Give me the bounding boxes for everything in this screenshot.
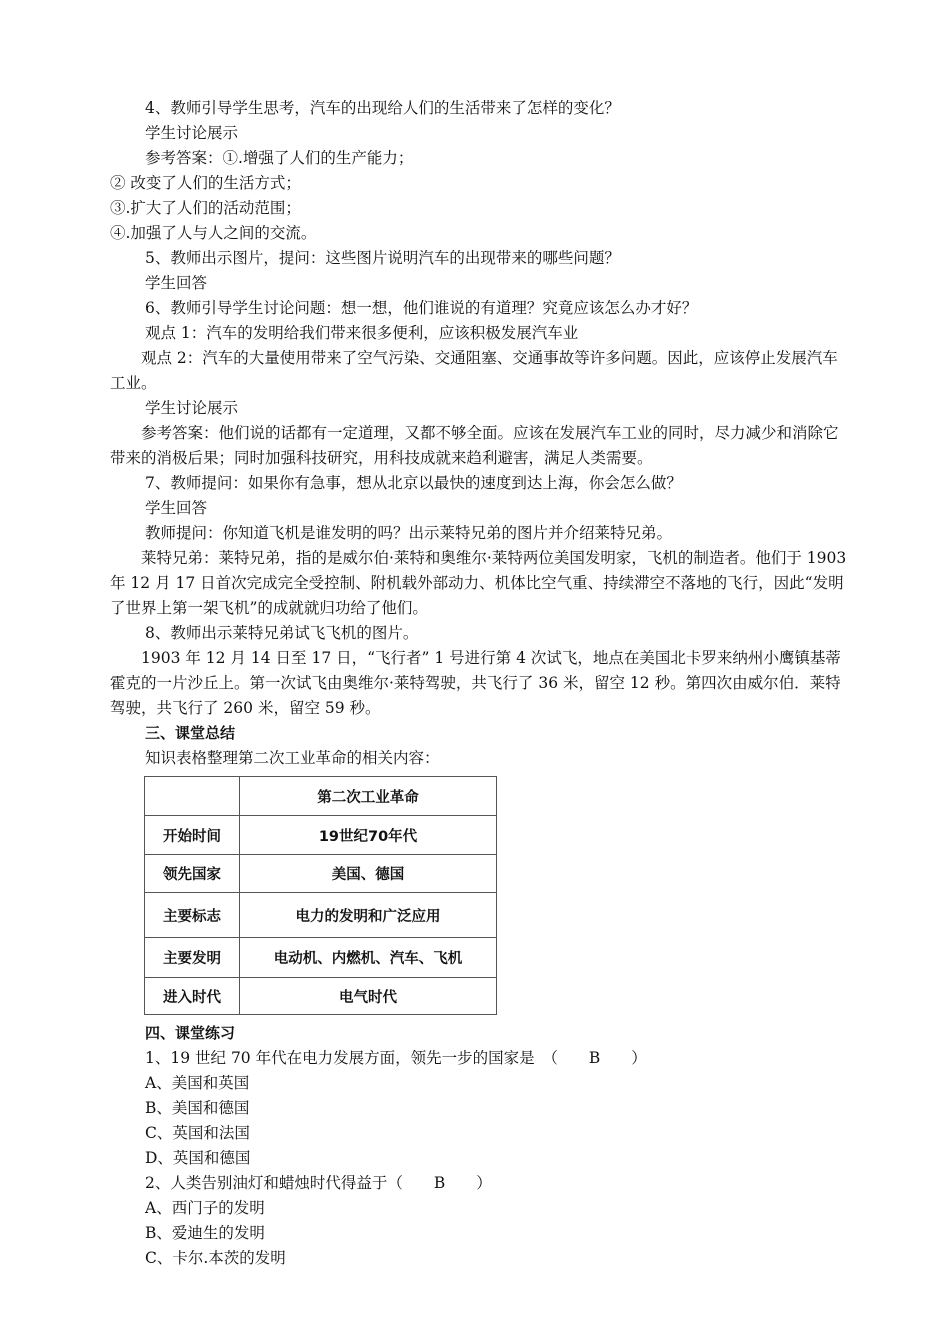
paragraph-q6: 6、教师引导学生讨论问题：想一想，他们谁说的有道理？究竟应该怎么办才好？	[145, 299, 698, 317]
table-row-value: 电气时代	[240, 978, 497, 1015]
question-1: 1、19 世纪 70 年代在电力发展方面，领先一步的国家是 （ B ）	[145, 1049, 647, 1067]
table-row-value: 电动机、内燃机、汽车、飞机	[240, 938, 497, 978]
paragraph-viewpoint-2: 观点 2：汽车的大量使用带来了空气污染、交通阻塞、交通事故等许多问题。因此，应该停止发展汽车工业。	[110, 349, 838, 392]
paragraph-flight-test: 1903 年 12 月 14 日至 17 日，“飞行者” 1 号进行第 4 次试飞，地点在美国北卡罗来纳州小鹰镇基蒂霍克的一片沙丘上。第一次试飞由奥维尔·莱特驾驶，共飞行了 36 米，留空 12 秒。第四次由威尔伯．莱特驾驶，共飞行了 260 米，留空 59 秒。	[110, 649, 841, 717]
table-row	[145, 978, 497, 1015]
section-heading-summary: 三、课堂总结	[145, 724, 236, 742]
paragraph-answer-4: ④.加强了人与人之间的交流。	[110, 224, 317, 242]
question-1-option-d: D、英国和德国	[145, 1149, 251, 1167]
paragraph-q8: 8、教师出示莱特兄弟试飞飞机的图片。	[145, 624, 419, 642]
knowledge-table	[144, 776, 497, 1015]
paragraph-answer-2: ② 改变了人们的生活方式；	[110, 174, 301, 192]
question-2-option-b: B、爱迪生的发明	[145, 1224, 265, 1242]
paragraph-viewpoint-1: 观点 1：汽车的发明给我们带来很多便利，应该积极发展汽车业	[145, 324, 579, 342]
table-row	[145, 938, 497, 978]
question-2-option-c: C、卡尔.本茨的发明	[145, 1249, 286, 1267]
paragraph-reference-answer: 参考答案：他们说的话都有一定道理，又都不够全面。应该在发展汽车工业的同时，尽力减少和消除它带来的消极后果；同时加强科技研究，用科技成就来趋利避害，满足人类需要。	[110, 424, 839, 467]
paragraph-discussion-2: 学生讨论展示	[145, 399, 239, 417]
paragraph-q4: 4、教师引导学生思考，汽车的出现给人们的生活带来了怎样的变化？	[145, 99, 620, 117]
paragraph-teacher-question: 教师提问：你知道飞机是谁发明的吗？出示莱特兄弟的图片并介绍莱特兄弟。	[145, 524, 673, 542]
table-row	[145, 855, 497, 893]
paragraph-student-answer-2: 学生回答	[145, 499, 208, 517]
paragraph-q7: 7、教师提问：如果你有急事，想从北京以最快的速度到达上海，你会怎么做？	[145, 474, 682, 492]
table-row-label: 开始时间	[145, 816, 240, 855]
table-row-label: 主要标志	[145, 893, 240, 938]
table-row-value: 19世纪70年代	[240, 816, 497, 855]
question-1-option-c: C、英国和法国	[145, 1124, 250, 1142]
table-row-label: 进入时代	[145, 978, 240, 1015]
question-2-option-a: A、西门子的发明	[145, 1199, 265, 1217]
section-heading-exercise: 四、课堂练习	[145, 1024, 236, 1042]
table-header-row	[145, 777, 497, 816]
table-row	[145, 893, 497, 938]
table-header-cell: 第二次工业革命	[240, 777, 497, 816]
summary-intro: 知识表格整理第二次工业革命的相关内容：	[145, 749, 440, 767]
table-corner-cell	[145, 777, 240, 816]
paragraph-wright-brothers: 莱特兄弟：莱特兄弟，指的是威尔伯·莱特和奥维尔·莱特两位美国发明家，飞机的制造者。他们于 1903 年 12 月 17 日首次完成完全受控制、附机载外部动力、机体比空气重、持续滞空不落地的飞行，因此“发明了世界上第一架飞机”的成就就归功给了他们。	[110, 549, 847, 617]
question-2: 2、人类告别油灯和蜡烛时代得益于（ B ）	[145, 1174, 492, 1192]
table-row-label: 主要发明	[145, 938, 240, 978]
paragraph-answer-3: ③.扩大了人们的活动范围；	[110, 199, 301, 217]
paragraph-q5: 5、教师出示图片，提问：这些图片说明汽车的出现带来的哪些问题？	[145, 249, 620, 267]
paragraph-discussion: 学生讨论展示	[145, 124, 239, 142]
question-1-option-b: B、美国和德国	[145, 1099, 250, 1117]
table-row	[145, 816, 497, 855]
question-1-option-a: A、美国和英国	[145, 1074, 250, 1092]
table-row-value: 美国、德国	[240, 855, 497, 893]
paragraph-answer-1: 参考答案：①.增强了人们的生产能力；	[145, 149, 414, 167]
paragraph-student-answer: 学生回答	[145, 274, 208, 292]
table-row-value: 电力的发明和广泛应用	[240, 893, 497, 938]
table-row-label: 领先国家	[145, 855, 240, 893]
